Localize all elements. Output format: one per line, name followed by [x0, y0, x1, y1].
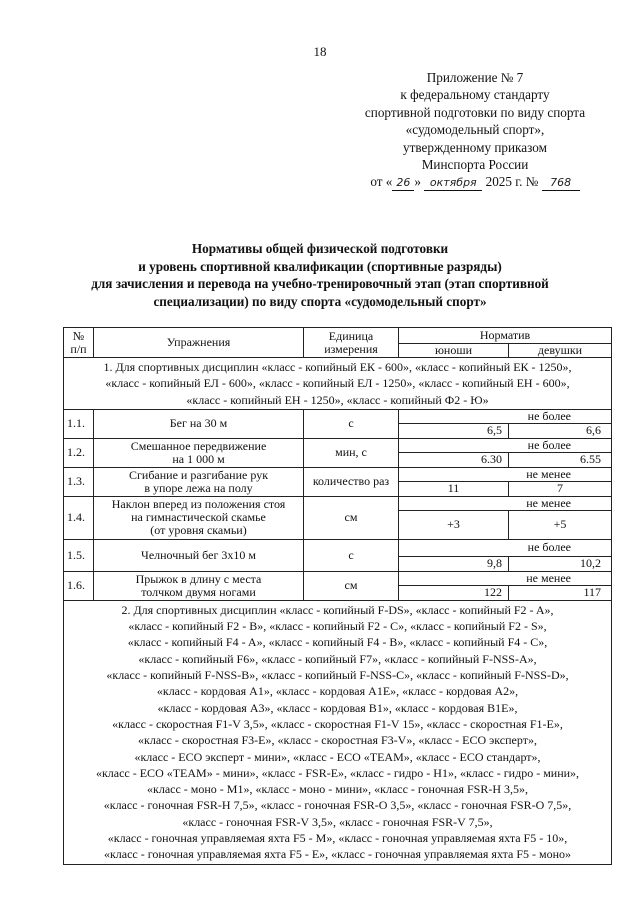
boys-value: 6,5	[399, 423, 509, 438]
table-row	[64, 496, 612, 510]
girls-value: 10,2	[509, 556, 612, 571]
header-exercise: Упражнения	[94, 328, 304, 358]
unit-cell: с	[304, 409, 399, 438]
condition-cell: не более	[399, 409, 612, 423]
approval-line: к федеральному стандарту	[400, 87, 550, 103]
unit-cell: количество раз	[304, 467, 399, 496]
header-num: № п/п	[64, 328, 94, 358]
date-month: октября	[424, 176, 482, 191]
girls-value: 7	[509, 481, 612, 496]
row-number: 1.2.	[64, 438, 94, 467]
page-number: 18	[313, 44, 327, 59]
girls-value: 117	[509, 585, 612, 600]
table-header-row	[64, 328, 612, 344]
condition-cell: не более	[399, 539, 612, 556]
order-number: 768	[542, 176, 580, 191]
group-heading-row	[64, 358, 612, 410]
document-title	[40, 240, 600, 310]
boys-value: 6.30	[399, 452, 509, 467]
unit-cell: см	[304, 496, 399, 539]
table-row	[64, 467, 612, 481]
approval-line: спортивной подготовки по виду спорта	[364, 104, 586, 120]
title-line: специализации) по виду спорта «судомодельный спорт»	[153, 293, 487, 309]
group-heading-2: 2. Для спортивных дисциплин «класс - копийный F-DS», «класс - копийный F2 - A», «класс - копийный F2 - B», «класс - копийный F2 - C», «класс - копийный F2 - S», «класс - копийный F4 - A», «класс - копийный F4 - B», «класс - копийный F4 - C», «класс - копийный F6», «класс - копийный F7», «класс - копийный F-NSS-A», «класс - копийный F-NSS-B», «класс - копийный F-NSS-C», «класс - копийный F-NSS-D», «класс - кордовая A1», «класс - кордовая A1E», «класс - кордовая A2», «класс - кордовая A3», «класс - кордовая B1», «класс - кордовая B1E», «класс - скоростная F1-V 3,5», «класс - скоростная F1-V 15», «класс - скоростная F1-E», «класс - скоростная F3-E», «класс - скоростная F3-V», «класс - ECO эксперт», «класс - ECO эксперт - мини», «класс - ECO «TEAM», «класс - ECO стандарт», «класс - ECO «TEAM» - мини», «класс - FSR-E», «класс - гидро - H1», «класс - гидро - мини», «класс - моно - M1», «класс - моно - мини», «класс - гоночная FSR-H 3,5», «класс - гоночная FSR-H 7,5», «класс - гоночная FSR-O 3,5», «класс - гоночная FSR-O 7,5», «класс - гоночная FSR-V 3,5», «класс - гоночная FSR-V 7,5», «класс - гоночная управляемая яхта F5 - M», «класс - гоночная управляемая яхта F5 - 10», «класс - гоночная управляемая яхта F5 - E», «класс - гоночная управляемая яхта F5 - моно»	[64, 600, 612, 864]
row-number: 1.4.	[64, 496, 94, 539]
group-heading-1: 1. Для спортивных дисциплин «класс - копийный ЕК - 600», «класс - копийный ЕК - 1250», «класс - копийный ЕЛ - 600», «класс - копийный ЕЛ - 1250», «класс - копийный ЕН - 600», «класс - копийный ЕН - 1250», «класс - копийный Ф2 - Ю»	[64, 358, 612, 410]
boys-value: +3	[399, 510, 509, 539]
unit-cell: с	[304, 539, 399, 571]
approval-line: Приложение № 7	[426, 70, 524, 85]
girls-value: +5	[509, 510, 612, 539]
approval-line: Минспорта России	[421, 157, 529, 173]
row-number: 1.5.	[64, 539, 94, 571]
date-prefix: от «	[370, 174, 393, 190]
exercise-cell: Челночный бег 3х10 м	[94, 539, 304, 571]
row-number: 1.1.	[64, 409, 94, 438]
title-line: и уровень спортивной квалификации (спортивные разряды)	[138, 258, 502, 274]
exercise-cell: Прыжок в длину с места толчком двумя ногами	[94, 571, 304, 600]
condition-cell: не менее	[399, 467, 612, 481]
exercise-cell: Бег на 30 м	[94, 409, 304, 438]
condition-cell: не менее	[399, 496, 612, 510]
date-day: 26	[392, 176, 414, 191]
girls-value: 6,6	[509, 423, 612, 438]
boys-value: 122	[399, 585, 509, 600]
table-row	[64, 539, 612, 556]
norms-table	[63, 327, 612, 865]
header-boys: юноши	[399, 344, 509, 358]
unit-cell: мин, с	[304, 438, 399, 467]
boys-value: 9,8	[399, 556, 509, 571]
header-unit: Единица измерения	[304, 328, 399, 358]
approval-block	[330, 69, 620, 191]
title-line: Нормативы общей физической подготовки	[191, 241, 449, 256]
condition-cell: не менее	[399, 571, 612, 585]
exercise-cell: Сгибание и разгибание рук в упоре лежа на полу	[94, 467, 304, 496]
approval-line: утвержденному приказом	[403, 139, 547, 155]
exercise-cell: Смешанное передвижение на 1 000 м	[94, 438, 304, 467]
table-row	[64, 438, 612, 452]
header-girls: девушки	[509, 344, 612, 358]
boys-value: 11	[399, 481, 509, 496]
title-line: для зачисления и перевода на учебно-тренировочный этап (этап спортивной	[91, 276, 549, 292]
group-heading-row	[64, 600, 612, 864]
girls-value: 6.55	[509, 452, 612, 467]
approval-date-line	[330, 173, 620, 191]
row-number: 1.3.	[64, 467, 94, 496]
header-norm: Норматив	[399, 328, 612, 344]
row-number: 1.6.	[64, 571, 94, 600]
date-sep: »	[414, 174, 421, 190]
exercise-cell: Наклон вперед из положения стоя на гимнастической скамье (от уровня скамьи)	[94, 496, 304, 539]
table-row	[64, 409, 612, 423]
table-row	[64, 571, 612, 585]
date-year: 2025 г. №	[485, 174, 539, 190]
condition-cell: не более	[399, 438, 612, 452]
approval-line: «судомодельный спорт»,	[405, 122, 545, 138]
unit-cell: см	[304, 571, 399, 600]
